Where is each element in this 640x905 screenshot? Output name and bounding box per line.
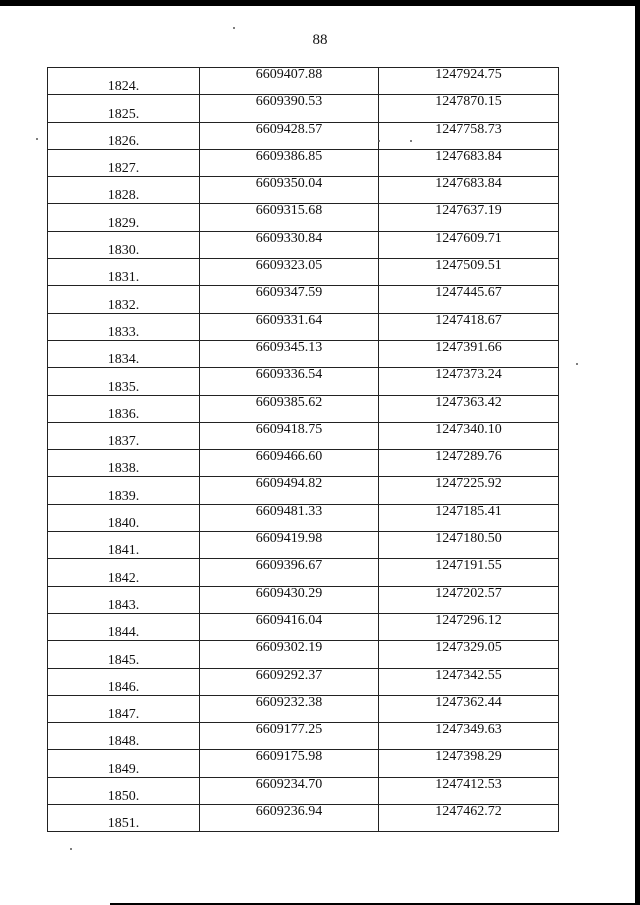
scan-edge-right [635, 0, 640, 905]
y-coordinate-cell: 1247373.24 [379, 368, 559, 395]
table-row [48, 259, 559, 286]
table-row [48, 368, 559, 395]
table-row [48, 668, 559, 695]
table-row [48, 286, 559, 313]
table-row [48, 122, 559, 149]
y-coordinate-cell: 1247391.66 [379, 340, 559, 367]
scan-speck [70, 848, 72, 850]
x-coordinate-cell: 6609236.94 [200, 805, 379, 832]
y-coordinate-cell: 1247924.75 [379, 68, 559, 95]
point-number-cell: 1824. [48, 68, 200, 95]
x-coordinate-cell: 6609302.19 [200, 641, 379, 668]
point-number-cell: 1836. [48, 395, 200, 422]
y-coordinate-cell: 1247412.53 [379, 777, 559, 804]
table-row [48, 695, 559, 722]
table-row [48, 750, 559, 777]
x-coordinate-cell: 6609177.25 [200, 723, 379, 750]
y-coordinate-cell: 1247340.10 [379, 422, 559, 449]
y-coordinate-cell: 1247683.84 [379, 177, 559, 204]
point-number-cell: 1840. [48, 504, 200, 531]
point-number-cell: 1837. [48, 422, 200, 449]
table-row [48, 504, 559, 531]
x-coordinate-cell: 6609419.98 [200, 532, 379, 559]
scan-edge-top [0, 0, 640, 6]
x-coordinate-cell: 6609350.04 [200, 177, 379, 204]
x-coordinate-cell: 6609330.84 [200, 231, 379, 258]
x-coordinate-cell: 6609416.04 [200, 613, 379, 640]
scan-speck [36, 138, 38, 140]
table-row [48, 340, 559, 367]
table-row [48, 149, 559, 176]
y-coordinate-cell: 1247296.12 [379, 613, 559, 640]
point-number-cell: 1839. [48, 477, 200, 504]
table-row [48, 641, 559, 668]
y-coordinate-cell: 1247349.63 [379, 723, 559, 750]
table-row [48, 613, 559, 640]
point-number-cell: 1828. [48, 177, 200, 204]
x-coordinate-cell: 6609466.60 [200, 450, 379, 477]
point-number-cell: 1846. [48, 668, 200, 695]
y-coordinate-cell: 1247637.19 [379, 204, 559, 231]
point-number-cell: 1827. [48, 149, 200, 176]
point-number-cell: 1831. [48, 259, 200, 286]
y-coordinate-cell: 1247462.72 [379, 805, 559, 832]
x-coordinate-cell: 6609386.85 [200, 149, 379, 176]
y-coordinate-cell: 1247180.50 [379, 532, 559, 559]
point-number-cell: 1844. [48, 613, 200, 640]
x-coordinate-cell: 6609336.54 [200, 368, 379, 395]
x-coordinate-cell: 6609428.57 [200, 122, 379, 149]
table-row [48, 559, 559, 586]
table-row [48, 477, 559, 504]
x-coordinate-cell: 6609175.98 [200, 750, 379, 777]
scan-speck [576, 363, 578, 365]
y-coordinate-cell: 1247445.67 [379, 286, 559, 313]
point-number-cell: 1849. [48, 750, 200, 777]
table-row [48, 805, 559, 832]
y-coordinate-cell: 1247683.84 [379, 149, 559, 176]
x-coordinate-cell: 6609481.33 [200, 504, 379, 531]
x-coordinate-cell: 6609232.38 [200, 695, 379, 722]
y-coordinate-cell: 1247362.44 [379, 695, 559, 722]
x-coordinate-cell: 6609234.70 [200, 777, 379, 804]
table-row [48, 313, 559, 340]
point-number-cell: 1848. [48, 723, 200, 750]
table-row [48, 204, 559, 231]
x-coordinate-cell: 6609494.82 [200, 477, 379, 504]
point-number-cell: 1847. [48, 695, 200, 722]
table-row [48, 450, 559, 477]
y-coordinate-cell: 1247363.42 [379, 395, 559, 422]
point-number-cell: 1825. [48, 95, 200, 122]
table-row [48, 723, 559, 750]
y-coordinate-cell: 1247758.73 [379, 122, 559, 149]
coordinates-table-body [48, 68, 559, 832]
x-coordinate-cell: 6609407.88 [200, 68, 379, 95]
x-coordinate-cell: 6609396.67 [200, 559, 379, 586]
point-number-cell: 1829. [48, 204, 200, 231]
x-coordinate-cell: 6609430.29 [200, 586, 379, 613]
table-row [48, 231, 559, 258]
point-number-cell: 1841. [48, 532, 200, 559]
y-coordinate-cell: 1247329.05 [379, 641, 559, 668]
point-number-cell: 1834. [48, 340, 200, 367]
table-row [48, 68, 559, 95]
table-row [48, 395, 559, 422]
page-number: 88 [312, 32, 328, 48]
point-number-cell: 1851. [48, 805, 200, 832]
point-number-cell: 1830. [48, 231, 200, 258]
x-coordinate-cell: 6609331.64 [200, 313, 379, 340]
coordinates-table [47, 67, 559, 832]
y-coordinate-cell: 1247342.55 [379, 668, 559, 695]
scan-speck [233, 27, 235, 29]
point-number-cell: 1835. [48, 368, 200, 395]
x-coordinate-cell: 6609390.53 [200, 95, 379, 122]
x-coordinate-cell: 6609385.62 [200, 395, 379, 422]
point-number-cell: 1838. [48, 450, 200, 477]
y-coordinate-cell: 1247185.41 [379, 504, 559, 531]
point-number-cell: 1845. [48, 641, 200, 668]
table-row [48, 177, 559, 204]
y-coordinate-cell: 1247289.76 [379, 450, 559, 477]
x-coordinate-cell: 6609418.75 [200, 422, 379, 449]
table-row [48, 422, 559, 449]
point-number-cell: 1843. [48, 586, 200, 613]
y-coordinate-cell: 1247509.51 [379, 259, 559, 286]
y-coordinate-cell: 1247191.55 [379, 559, 559, 586]
table-row [48, 777, 559, 804]
point-number-cell: 1850. [48, 777, 200, 804]
point-number-cell: 1832. [48, 286, 200, 313]
point-number-cell: 1826. [48, 122, 200, 149]
x-coordinate-cell: 6609323.05 [200, 259, 379, 286]
y-coordinate-cell: 1247609.71 [379, 231, 559, 258]
scan-speck [378, 140, 380, 142]
y-coordinate-cell: 1247418.67 [379, 313, 559, 340]
y-coordinate-cell: 1247202.57 [379, 586, 559, 613]
x-coordinate-cell: 6609345.13 [200, 340, 379, 367]
x-coordinate-cell: 6609315.68 [200, 204, 379, 231]
scan-speck [410, 140, 412, 142]
table-row [48, 95, 559, 122]
y-coordinate-cell: 1247225.92 [379, 477, 559, 504]
point-number-cell: 1833. [48, 313, 200, 340]
point-number-cell: 1842. [48, 559, 200, 586]
x-coordinate-cell: 6609292.37 [200, 668, 379, 695]
x-coordinate-cell: 6609347.59 [200, 286, 379, 313]
table-row [48, 586, 559, 613]
table-row [48, 532, 559, 559]
y-coordinate-cell: 1247398.29 [379, 750, 559, 777]
y-coordinate-cell: 1247870.15 [379, 95, 559, 122]
